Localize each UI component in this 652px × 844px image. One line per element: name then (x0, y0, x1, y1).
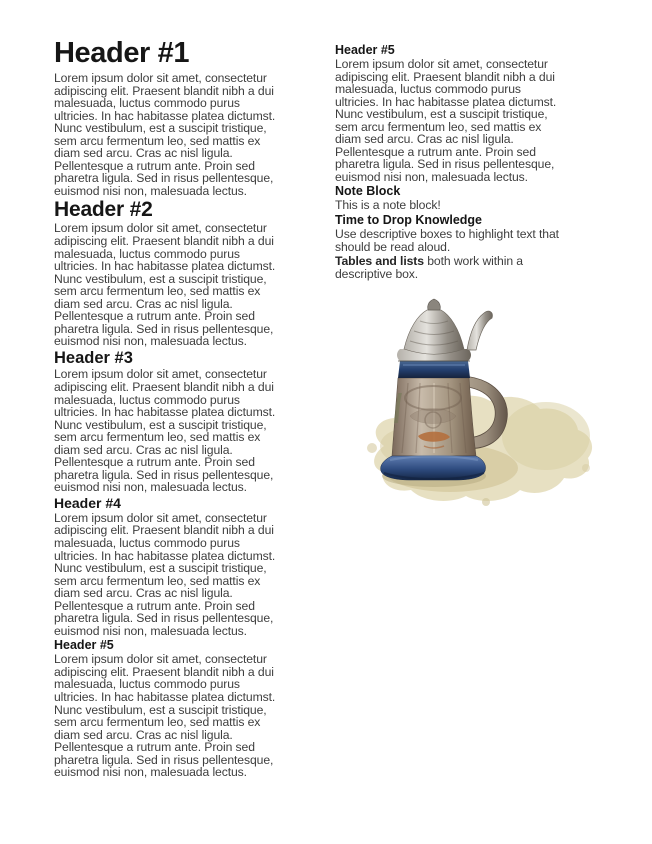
paragraph (335, 58, 635, 183)
text-span: malesuada, luctus commodo purus (54, 536, 240, 550)
text-span: Nunc vestibulum, est a suscipit tristique, (54, 271, 267, 286)
text-span: Pellentesque a rutrum ante. Proin sed (54, 740, 255, 755)
lid-finial (428, 299, 441, 310)
paragraph (335, 228, 635, 253)
text-span: pharetra ligula. Sed in risus pellentesque, (54, 467, 274, 482)
text-span: diam sed arcu. Cras ac nisl ligula. (54, 727, 233, 742)
heading-level-5: Header #5 (54, 638, 114, 653)
stein-top-band (398, 361, 470, 378)
beer-stein-illustration (350, 298, 606, 512)
text-line (335, 171, 635, 184)
left-column (54, 38, 330, 781)
text-span: malesuada, luctus commodo purus (54, 392, 240, 407)
stein-figure (350, 298, 606, 512)
text-span: ultricies. In hac habitasse platea dictumst. (54, 259, 276, 274)
right-column (335, 42, 635, 282)
text-span: sem arcu fermentum leo, sed mattis ex (54, 573, 261, 588)
text-span: pharetra ligula. Sed in risus pellentesque, (54, 752, 274, 767)
text-span: malesuada, luctus commodo purus (54, 246, 240, 261)
text-line (335, 199, 635, 212)
text-span: adipiscing elit. Praesent blandit nibh a dui (54, 379, 274, 394)
text-span: Pellentesque a rutrum ante. Proin sed (335, 144, 536, 159)
text-span: adipiscing elit. Praesent blandit nibh a dui (54, 523, 274, 538)
text-span: euismod nisi non, malesuada lectus. (54, 480, 247, 495)
text-span: pharetra ligula. Sed in risus pellentesque, (54, 171, 274, 186)
text-line (54, 335, 330, 348)
text-span: descriptive box. (335, 266, 419, 281)
paragraph (54, 653, 330, 778)
text-span: adipiscing elit. Praesent blandit nibh a dui (54, 664, 274, 679)
text-span: ultricies. In hac habitasse platea dictumst. (54, 690, 276, 705)
text-span: Pellentesque a rutrum ante. Proin sed (54, 598, 255, 613)
text-span: euismod nisi non, malesuada lectus. (54, 334, 247, 349)
text-span: Nunc vestibulum, est a suscipit tristique, (54, 417, 267, 432)
text-span: sem arcu fermentum leo, sed mattis ex (54, 430, 261, 445)
text-span: euismod nisi non, malesuada lectus. (54, 765, 247, 780)
heading-level-2: Header #2 (54, 198, 153, 222)
text-span: diam sed arcu. Cras ac nisl ligula. (54, 296, 233, 311)
text-span: Lorem ipsum dolor sit amet, consectetur (54, 367, 267, 382)
thumblift (467, 311, 492, 350)
text-span: Nunc vestibulum, est a suscipit tristique, (54, 561, 267, 576)
heading-level-5: Header #5 (335, 43, 395, 57)
text-span: pharetra ligula. Sed in risus pellentesque, (54, 321, 274, 336)
text-span: Pellentesque a rutrum ante. Proin sed (54, 309, 255, 324)
text-span: euismod nisi non, malesuada lectus. (335, 169, 528, 184)
text-span: adipiscing elit. Praesent blandit nibh a dui (54, 83, 274, 98)
text-span: Pellentesque a rutrum ante. Proin sed (54, 158, 255, 173)
paragraph (54, 72, 330, 197)
callout-label: Note Block (335, 184, 401, 199)
text-span: euismod nisi non, malesuada lectus. (54, 183, 247, 198)
text-span: should be read aloud. (335, 239, 451, 254)
text-span: ultricies. In hac habitasse platea dictumst. (54, 405, 276, 420)
text-span: Nunc vestibulum, est a suscipit tristique, (54, 702, 267, 717)
text-line (335, 241, 635, 254)
callout-label: Time to Drop Knowledge (335, 213, 482, 228)
text-span: Nunc vestibulum, est a suscipit tristique, (54, 121, 267, 136)
text-span: diam sed arcu. Cras ac nisl ligula. (54, 586, 233, 601)
text-span: ultricies. In hac habitasse platea dictumst. (54, 548, 276, 563)
text-span: Use descriptive boxes to highlight text that (335, 227, 559, 242)
text-span: Pellentesque a rutrum ante. Proin sed (54, 455, 255, 470)
text-line (54, 481, 330, 494)
heading-level-1: Header #1 (54, 37, 190, 69)
text-span: This is a note block! (335, 198, 441, 213)
text-span: both work within a (423, 254, 523, 269)
text-line (54, 625, 330, 638)
text-span: pharetra ligula. Sed in risus pellentesque, (335, 157, 555, 172)
text-span: sem arcu fermentum leo, sed mattis ex (335, 119, 542, 134)
paragraph (54, 222, 330, 347)
text-span: euismod nisi non, malesuada lectus. (54, 623, 247, 638)
text-span: diam sed arcu. Cras ac nisl ligula. (335, 132, 514, 147)
stein-base (381, 456, 486, 480)
text-span: ultricies. In hac habitasse platea dictumst. (54, 108, 276, 123)
text-span: sem arcu fermentum leo, sed mattis ex (54, 133, 261, 148)
text-span: adipiscing elit. Praesent blandit nibh a dui (54, 234, 274, 249)
text-line (335, 268, 635, 281)
text-span: sem arcu fermentum leo, sed mattis ex (54, 715, 261, 730)
text-line (54, 185, 330, 198)
text-span: Lorem ipsum dolor sit amet, consectetur (54, 221, 267, 236)
text-span: diam sed arcu. Cras ac nisl ligula. (54, 146, 233, 161)
text-span: diam sed arcu. Cras ac nisl ligula. (54, 442, 233, 457)
text-line (54, 766, 330, 779)
text-span: sem arcu fermentum leo, sed mattis ex (54, 284, 261, 299)
text-span: Lorem ipsum dolor sit amet, consectetur (54, 71, 267, 85)
text-span: Lorem ipsum dolor sit amet, consectetur (54, 652, 267, 667)
text-span: Lorem ipsum dolor sit amet, consectetur (335, 57, 548, 71)
text-span: ultricies. In hac habitasse platea dictumst. (335, 94, 557, 109)
paragraph (54, 368, 330, 493)
heading-level-3: Header #3 (54, 348, 133, 367)
paragraph (335, 255, 635, 280)
text-span: Lorem ipsum dolor sit amet, consectetur (54, 510, 267, 525)
heading-level-4: Header #4 (54, 494, 121, 511)
paragraph (335, 199, 635, 212)
text-span: malesuada, luctus commodo purus (54, 677, 240, 692)
text-span: pharetra ligula. Sed in risus pellentesque, (54, 611, 274, 626)
text-span: malesuada, luctus commodo purus (335, 82, 521, 97)
stein-lid (397, 299, 492, 361)
bold-text: Tables and lists (335, 254, 424, 269)
text-span: malesuada, luctus commodo purus (54, 96, 240, 111)
stein-body (392, 378, 476, 456)
text-span: adipiscing elit. Praesent blandit nibh a dui (335, 69, 555, 84)
text-span: Nunc vestibulum, est a suscipit tristique, (335, 107, 548, 122)
paragraph (54, 512, 330, 637)
